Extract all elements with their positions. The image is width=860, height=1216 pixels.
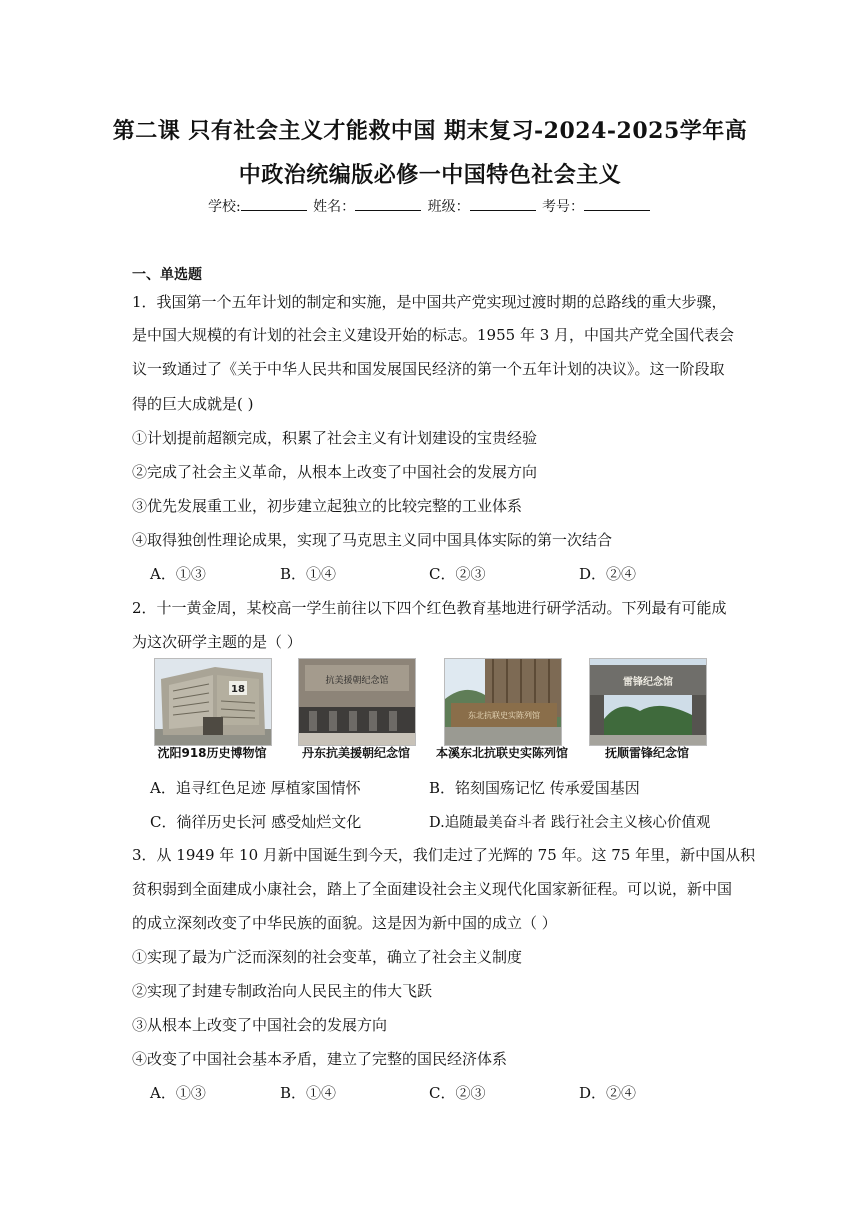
q1-line: 是中国大规模的有计划的社会主义建设开始的标志。1955 年 3 月，中国共产党全国代表会 <box>132 326 735 344</box>
q3-item: ①实现了最为广泛而深刻的社会变革，确立了社会主义制度 <box>132 948 523 966</box>
q1-line: 议一致通过了《关于中华人民共和国发展国民经济的第一个五年计划的决议》。这一阶段取 <box>132 360 725 378</box>
photo-caption: 本溪东北抗联史实陈列馆 <box>435 746 568 760</box>
name-blank[interactable] <box>355 197 421 211</box>
photo-caption: 抚顺雷锋纪念馆 <box>604 746 689 760</box>
school-label: 学校: <box>207 199 241 215</box>
photo-benxi-sign: 东北抗联史实陈列馆 <box>468 711 540 720</box>
photo-fushun-memorial <box>589 658 707 746</box>
q1-line: 得的巨大成就是( ) <box>132 395 254 413</box>
q3-line: 贫积弱到全面建成小康社会，踏上了全面建设社会主义现代化国家新征程。可以说，新中国 <box>132 880 733 898</box>
q3-item: ③从根本上改变了中国社会的发展方向 <box>132 1016 388 1034</box>
q1-option-b[interactable]: B．①④ <box>280 565 337 583</box>
q3-option-d[interactable]: D．②④ <box>579 1084 637 1102</box>
q3-option-b[interactable]: B．①④ <box>280 1084 337 1102</box>
q1-option-d[interactable]: D．②④ <box>579 565 637 583</box>
q2-line: 2．十一黄金周，某校高一学生前往以下四个红色教育基地进行研学活动。下列最有可能成 <box>132 599 727 617</box>
class-label: 班级： <box>427 199 470 215</box>
q3-option-a[interactable]: A．①③ <box>150 1084 206 1102</box>
q2-option-b[interactable]: B．铭刻国殇记忆 传承爱国基因 <box>429 779 640 797</box>
title-line-1: 第二课 只有社会主义才能救中国 期末复习-2024-2025学年高 <box>112 118 748 144</box>
q2-option-c[interactable]: C．徜徉历史长河 感受灿烂文化 <box>150 813 362 831</box>
photo-caption: 沈阳918历史博物馆 <box>157 746 267 760</box>
photo-fushun-sign: 雷锋纪念馆 <box>623 677 673 688</box>
q1-option-a[interactable]: A．①③ <box>150 565 206 583</box>
photo-918-sign: 18 <box>231 684 245 695</box>
q2-option-d[interactable]: D.追随最美奋斗者 践行社会主义核心价值观 <box>429 815 711 831</box>
q3-option-c[interactable]: C．②③ <box>429 1084 486 1102</box>
photo-caption: 丹东抗美援朝纪念馆 <box>301 746 410 760</box>
class-blank[interactable] <box>470 197 536 211</box>
q3-line: 3．从 1949 年 10 月新中国诞生到今天，我们走过了光辉的 75 年。这 75 年里，新中国从积 <box>132 846 756 864</box>
q1-line: 1．我国第一个五年计划的制定和实施，是中国共产党实现过渡时期的总路线的重大步骤， <box>132 293 727 311</box>
q1-item: ①计划提前超额完成，积累了社会主义有计划建设的宝贵经验 <box>132 429 538 447</box>
q2-option-a[interactable]: A．追寻红色足迹 厚植家国情怀 <box>150 779 361 797</box>
q1-item: ④取得独创性理论成果，实现了马克思主义同中国具体实际的第一次结合 <box>132 531 613 549</box>
q3-item: ②实现了封建专制政治向人民民主的伟大飞跃 <box>132 982 433 1000</box>
q3-line: 的成立深刻改变了中华民族的面貌。这是因为新中国的成立（ ） <box>132 914 557 932</box>
student-info-row <box>0 196 860 216</box>
name-label: 姓名： <box>313 199 356 215</box>
school-blank[interactable] <box>241 197 307 211</box>
q1-item: ②完成了社会主义革命，从根本上改变了中国社会的发展方向 <box>132 463 538 481</box>
q2-line: 为这次研学主题的是（ ） <box>132 633 302 651</box>
q1-item: ③优先发展重工业，初步建立起独立的比较完整的工业体系 <box>132 497 523 515</box>
photo-918-museum <box>154 658 272 746</box>
title-line-2: 中政治统编版必修一中国特色社会主义 <box>238 162 622 188</box>
photo-dandong-sign: 抗美援朝纪念馆 <box>325 676 389 686</box>
photo-dandong-memorial <box>298 658 416 746</box>
q3-item: ④改变了中国社会基本矛盾，建立了完整的国民经济体系 <box>132 1050 508 1068</box>
photo-benxi-hall <box>444 658 562 746</box>
section-title: 一、单选题 <box>132 267 202 283</box>
number-blank[interactable] <box>584 197 650 211</box>
number-label: 考号： <box>542 199 585 215</box>
q1-option-c[interactable]: C．②③ <box>429 565 486 583</box>
